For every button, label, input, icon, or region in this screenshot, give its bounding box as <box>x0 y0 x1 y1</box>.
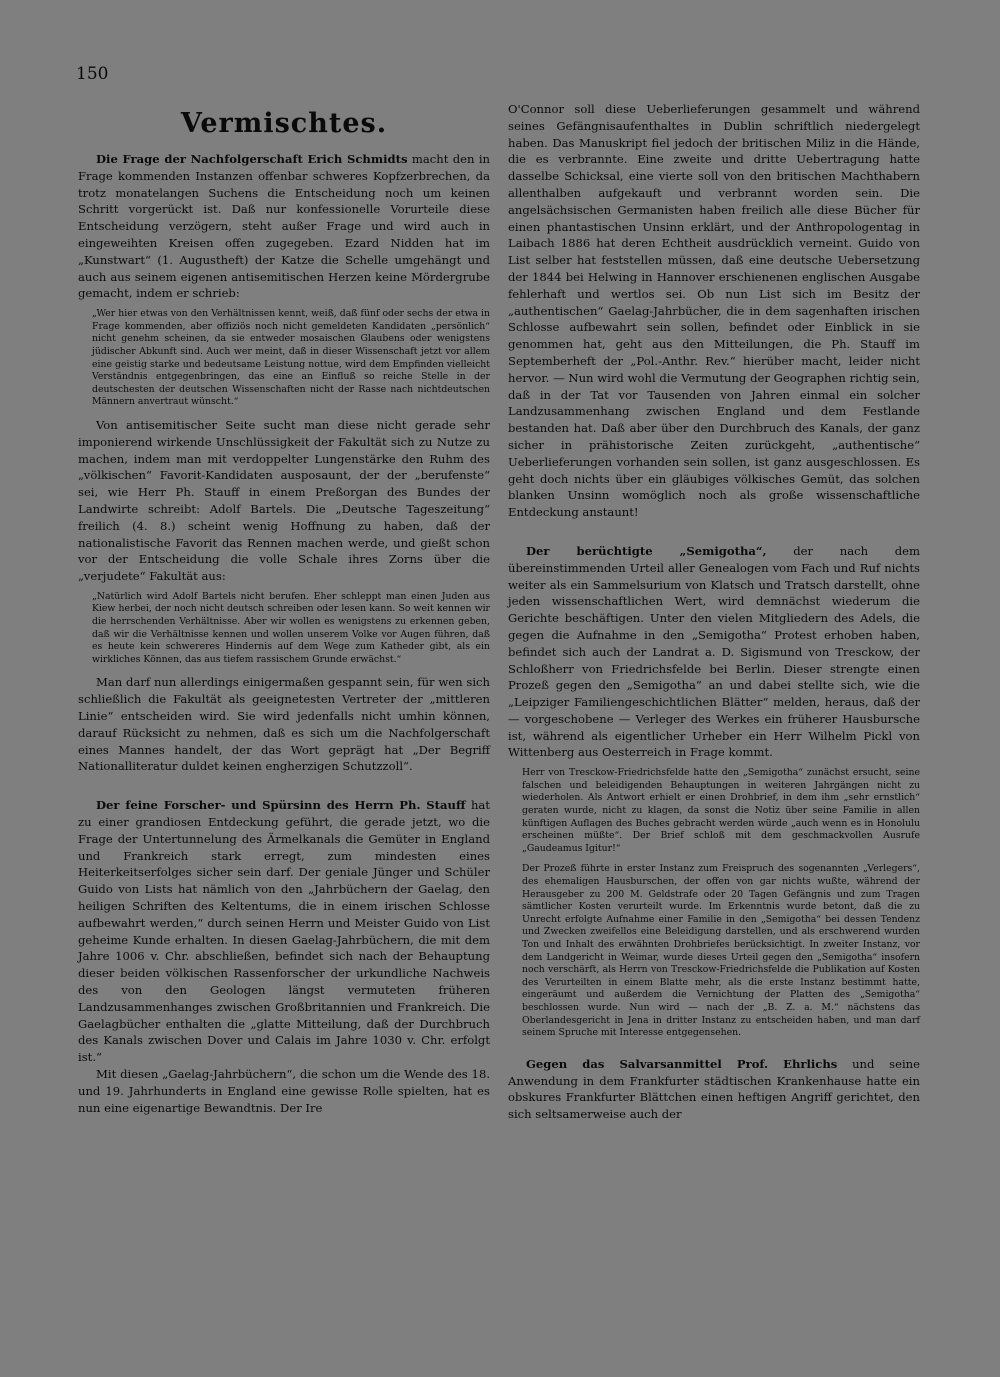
quote-block: „Wer hier etwas von den Verhältnissen kennt, weiß, daß fünf oder sechs der etwa in Frage kommenden, aber offiziös noch nicht gemeldeten Kandidaten „persönlich“ nicht genehm scheinen, da sie entweder mosaischen Glaubens oder wenigstens jüdischer Abkunft sind. Auch wer meint, daß in dieser Wissenschaft jetzt vor allem eine geistig starke und bedeutsame Leistung nottue, wird dem Empfinden vielleicht Verständnis entgegenbringen, das eine an Einfluß so reiche Stelle in der deutschesten der deutschen Wissenschaften nicht der Rasse nach nichtdeutschen Männern anvertraut wünscht.“ <box>92 308 490 408</box>
article-paragraph <box>78 151 490 302</box>
article-paragraph: Von antisemitischer Seite sucht man diese nicht gerade sehr imponierend wirkende Unschlüssigkeit der Fakultät sich zu Nutze zu machen, indem man mit verdoppelter Lungenstärke den Ruhm des „völkischen“ Favorit-Kandidaten ausposaunt, der der „berufenste“ sei, wie Herr Ph. Stauff in einem Preßorgan des Bundes der Landwirte schreibt: Adolf Bartels. Die „Deutsche Tageszeitung“ freilich (4. 8.) scheint wenig Hoffnung zu haben, daß der nationalistische Favorit das Rennen machen werde, und gießt schon vor der Entscheidung die volle Schale ihres Zorns über die „verjudete“ Fakultät aus: <box>78 417 490 584</box>
article-lead: Der berüchtigte „Semigotha“, <box>526 543 767 558</box>
quote-block: Herr von Tresckow-Friedrichsfelde hatte den „Semigotha“ zunächst ersucht, seine falschen und beleidigenden Behauptungen in weiteren Jahrgängen nicht zu wiederholen. Als Antwort erhielt er einen Drohbrief, in dem ihm „sehr ernstlich“ geraten wurde, nicht zu klagen, da sonst die Notiz über seine Familie in allen künftigen Auflagen des Buches gebracht werden würde „auch wenn es in Honolulu erscheinen müßte“. Der Brief schloß mit dem geschmackvollen Ausrufe „Gaudeamus Igitur!“ <box>522 767 920 854</box>
paragraph-text: macht den in Frage kommenden Instanzen offenbar schweres Kopfzerbrechen, da trotz monatelangen Suchens die Entscheidung noch um keinen Schritt vorgerückt ist. Daß nur konfessionelle Vorurteile diese Entscheidung verzögern, steht außer Frage und wird auch in eingeweihten Kreisen offen zugegeben. Ezard Nidden hat im „Kunstwart“ (1. Augustheft) der Katze die Schelle umgehängt und auch aus seinem eigenen antisemitischen Herzen keine Mördergrube gemacht, indem er schrieb: <box>78 152 490 301</box>
article-paragraph: O'Connor soll diese Ueberlieferungen gesammelt und während seines Gefängnisaufenthaltes in Dublin schriftlich niedergelegt haben. Das Manuskript fiel jedoch der britischen Miliz in die Hände, die es verbrannte. Eine zweite und dritte Uebertragung hatte dasselbe Schicksal, eine vierte soll von den britischen Machthabern allenthalben aufgekauft und verbrannt worden sein. Die angelsächsischen Germanisten haben freilich alle diese Bücher für einen phantastischen Unsinn erklärt, und der Anthropologentag in Laibach 1886 hat deren Echtheit ausdrücklich verneint. Guido von List selber hat feststellen müssen, daß eine deutsche Uebersetzung der 1844 bei Helwing in Hannover erschienenen englischen Ausgabe fehlerhaft und wertlos sei. Ob nun List sich im Besitz der „authentischen“ Gaelag-Jahrbücher, die in dem sagenhaften irischen Schlosse aufbewahrt sein sollen, befindet oder Einblick in sie genommen hat, geht aus den Mitteilungen, die Ph. Stauff im Septemberheft der „Pol.-Anthr. Rev.“ hierüber macht, leider nicht hervor. — Nun wird wohl die Vermutung der Geographen richtig sein, daß in der Tat vor Tausenden von Jahren einmal ein solcher Landzusammenhang zwischen England und dem Festlande bestanden hat. Daß aber über den Durchbruch des Kanals, der ganz sicher in prähistorische Zeiten zurückgeht, „authentische“ Ueberlieferungen vorhanden sein sollen, ist ganz ausgeschlossen. Es geht doch nichts über ein gläubiges völkisches Gemüt, das solchen blanken Unsinn womöglich noch als große wissenschaftliche Entdeckung anstaunt! <box>508 102 920 520</box>
article-paragraph: Mit diesen „Gaelag-Jahrbüchern“, die schon um die Wende des 18. und 19. Jahrhunderts in England eine gewisse Rolle spielten, hat es nun eine eigenartige Bewandtnis. Der Ire <box>78 1066 490 1115</box>
page-number: 150 <box>76 64 109 84</box>
section-heading: Vermischtes. <box>180 108 388 139</box>
paragraph-text: der nach dem übereinstimmenden Urteil aller Genealogen vom Fach und Ruf nichts weiter als ein Sammelsurium von Klatsch und Tratsch darstellt, ohne jeden wissenschaftlichen Wert, wird demnächst wiederum die Gerichte beschäftigen. Unter den vielen Mitgliedern des Adels, die gegen die Aufnahme in den „Semigotha“ Protest erhoben haben, befindet sich auch der Landrat a. D. Sigismund von Tresckow, der Schloßherr von Friedrichsfelde bei Berlin. Dieser strengte einen Prozeß gegen den „Semigotha“ an und dabei stellte sich, wie die „Leipziger Familiengeschichtlichen Blätter“ melden, heraus, daß der — vorgeschobene — Verleger des Werkes ein früherer Hausbursche ist, während als eigentlicher Urheber ein Herr Wilhelm Pickl von Wittenberg aus Oesterreich in Frage kommt. <box>508 543 920 760</box>
quote-block: Der Prozeß führte in erster Instanz zum Freispruch des sogenannten „Verlegers“, des ehemaligen Hausburschen, der offen von gar nichts wußte, während der Herausgeber zu 200 M. Geldstrafe oder 20 Tagen Gefängnis und zum Tragen sämtlicher Kosten verurteilt wurde. Im Erkenntnis wurde betont, daß die zu Unrecht erfolgte Aufnahme einer Familie in den „Semigotha“ bei dessen Tendenz und Zwecken zweifellos eine Beleidigung darstellen, und als erschwerend wurden Ton und Inhalt des erwähnten Drohbriefes berücksichtigt. In zweiter Instanz, vor dem Landgericht in Weimar, wurde dieses Urteil gegen den „Semigotha“ insofern noch verschärft, als Herrn von Tresckow-Friedrichsfelde die Publikation auf Kosten des Verurteilten in einem Blatte mehr, als die erste Instanz bestimmt hatte, eingeräumt und außerdem die Vernichtung der Platten des „Semigotha“ beschlossen wurde. Nun wird — nach der „B. Z. a. M.“ nächstens das Oberlandesgericht in Jena in dritter Instanz zu entscheiden haben, und man darf seinem Spruche mit Interesse entgegensehen. <box>522 863 920 1039</box>
paragraph-text: und seine Anwendung in dem Frankfurter städtischen Krankenhause hatte ein obskures Frankfurter Blättchen einen heftigen Angriff gerichtet, den sich seltsamerweise auch der <box>508 1056 920 1122</box>
article-paragraph <box>508 1056 920 1123</box>
article-lead: Die Frage der Nachfolgerschaft Erich Schmidts <box>96 152 408 166</box>
article-lead: Der feine Forscher- und Spürsinn des Herrn Ph. Stauff <box>96 798 466 813</box>
right-column <box>508 101 920 1123</box>
article-lead: Gegen das Salvarsanmittel Prof. Ehrlichs <box>526 1056 838 1071</box>
article-paragraph <box>78 797 490 1066</box>
article-paragraph <box>508 543 920 761</box>
paragraph-text: hat zu einer grandiosen Entdeckung geführt, die gerade jetzt, wo die Frage der Untertunnelung des Ärmelkanals die Gemüter in England und Frankreich stark erregt, zum mindesten eines Heiterkeitserfolges sicher sein darf. Der geniale Jünger und Schüler Guido von Lists hat nämlich von den „Jahrbüchern der Gaelag, den heiligen Schriften des Keltentums, die in einem irischen Schlosse aufbewahrt werden,“ durch seinen Herrn und Meister Guido von List geheime Kunde erhalten. In diesen Gaelag-Jahrbüchern, die mit dem Jahre 1006 v. Chr. abschließen, befindet sich nach der Behauptung dieser beiden völkischen Rassenforscher der urkundliche Nachweis des von den Geologen längst vermuteten früheren Landzusammenhanges zwischen Großbritannien und Frankreich. Die Gaelagbücher enthalten die „glatte Mitteilung, daß der Durchbruch des Kanals zwischen Dover und Calais im Jahre 1030 v. Chr. erfolgt ist.“ <box>78 798 491 1065</box>
article-paragraph: Man darf nun allerdings einigermaßen gespannt sein, für wen sich schließlich die Fakultät als geeignetesten Vertreter der „mittleren Linie“ entscheiden wird. Sie wird jedenfalls nicht umhin können, darauf Rücksicht zu nehmen, daß es sich um die Nachfolgerschaft eines Mannes handelt, der das Wort geprägt hat „Der Begriff Nationalliteratur duldet keinen engherzigen Schutzzoll“. <box>78 675 490 774</box>
quote-block: „Natürlich wird Adolf Bartels nicht berufen. Eher schleppt man einen Juden aus Kiew herbei, der noch nicht deutsch schreiben oder lesen kann. So weit kennen wir die herrschenden Verhältnisse. Aber wir wollen es wenigstens zu erkennen geben, daß wir die Verhältnisse kennen und wollen unserem Volke vor Augen führen, daß es heute kein schwereres Hindernis auf dem Wege zum Katheder gibt, als ein wirkliches Können, das aus tiefem rassischem Grunde erwächst.“ <box>92 590 490 665</box>
left-column <box>78 108 490 1116</box>
